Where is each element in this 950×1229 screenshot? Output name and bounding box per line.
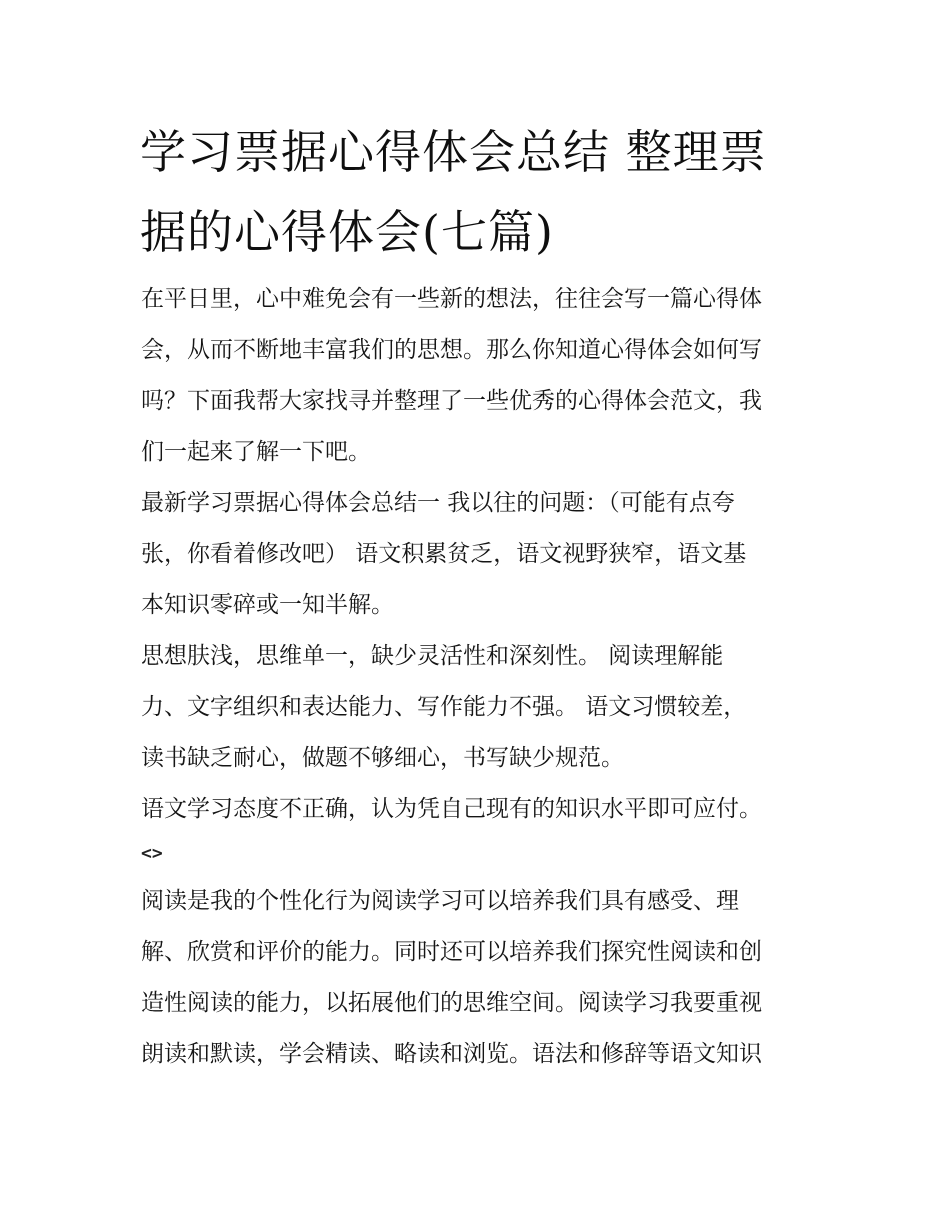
title-line: 学习票据心得体会总结 整理票 — [140, 125, 767, 179]
attitude-paragraph — [141, 784, 816, 835]
intro-paragraph — [141, 274, 816, 478]
document-title — [140, 112, 820, 272]
text-line: 解、欣赏和评价的能力。同时还可以培养我们探究性阅读和创 — [141, 939, 762, 965]
title-line: 据的心得体会(七篇) — [140, 205, 554, 259]
text-line: 会，从而不断地丰富我们的思想。那么你知道心得体会如何写 — [141, 337, 762, 363]
text-line: 们一起来了解一下吧。 — [141, 439, 371, 465]
text-line: 朗读和默读，学会精读、略读和浏览。语法和修辞等语文知识 — [141, 1041, 762, 1067]
text-line: 在平日里，心中难免会有一些新的想法，往往会写一篇心得体 — [141, 286, 762, 312]
text-line: 力、文字组织和表达能力、写作能力不强。 语文习惯较差， — [141, 694, 747, 720]
text-line: 思想肤浅，思维单一，缺少灵活性和深刻性。 阅读理解能 — [141, 643, 724, 669]
text-line: 本知识零碎或一知半解。 — [141, 592, 394, 618]
text-line: 最新学习票据心得体会总结一 我以往的问题：（可能有点夸 — [141, 490, 735, 516]
text-line: 阅读是我的个性化行为阅读学习可以培养我们具有感受、理 — [141, 888, 739, 914]
text-line: 语文学习态度不正确，认为凭自己现有的知识水平即可应付。 — [141, 796, 762, 822]
section-marker: <> — [141, 843, 163, 864]
problems-paragraph — [141, 478, 816, 631]
text-line: 吗？下面我帮大家找寻并整理了一些优秀的心得体会范文，我 — [141, 388, 762, 414]
thinking-paragraph — [141, 631, 816, 784]
text-line: 张，你看着修改吧） 语文积累贫乏，语文视野狭窄，语文基 — [141, 541, 747, 567]
reading-paragraph — [141, 876, 816, 1080]
text-line: 造性阅读的能力，以拓展他们的思维空间。阅读学习我要重视 — [141, 990, 762, 1016]
text-line: 读书缺乏耐心，做题不够细心，书写缺少规范。 — [141, 745, 624, 771]
